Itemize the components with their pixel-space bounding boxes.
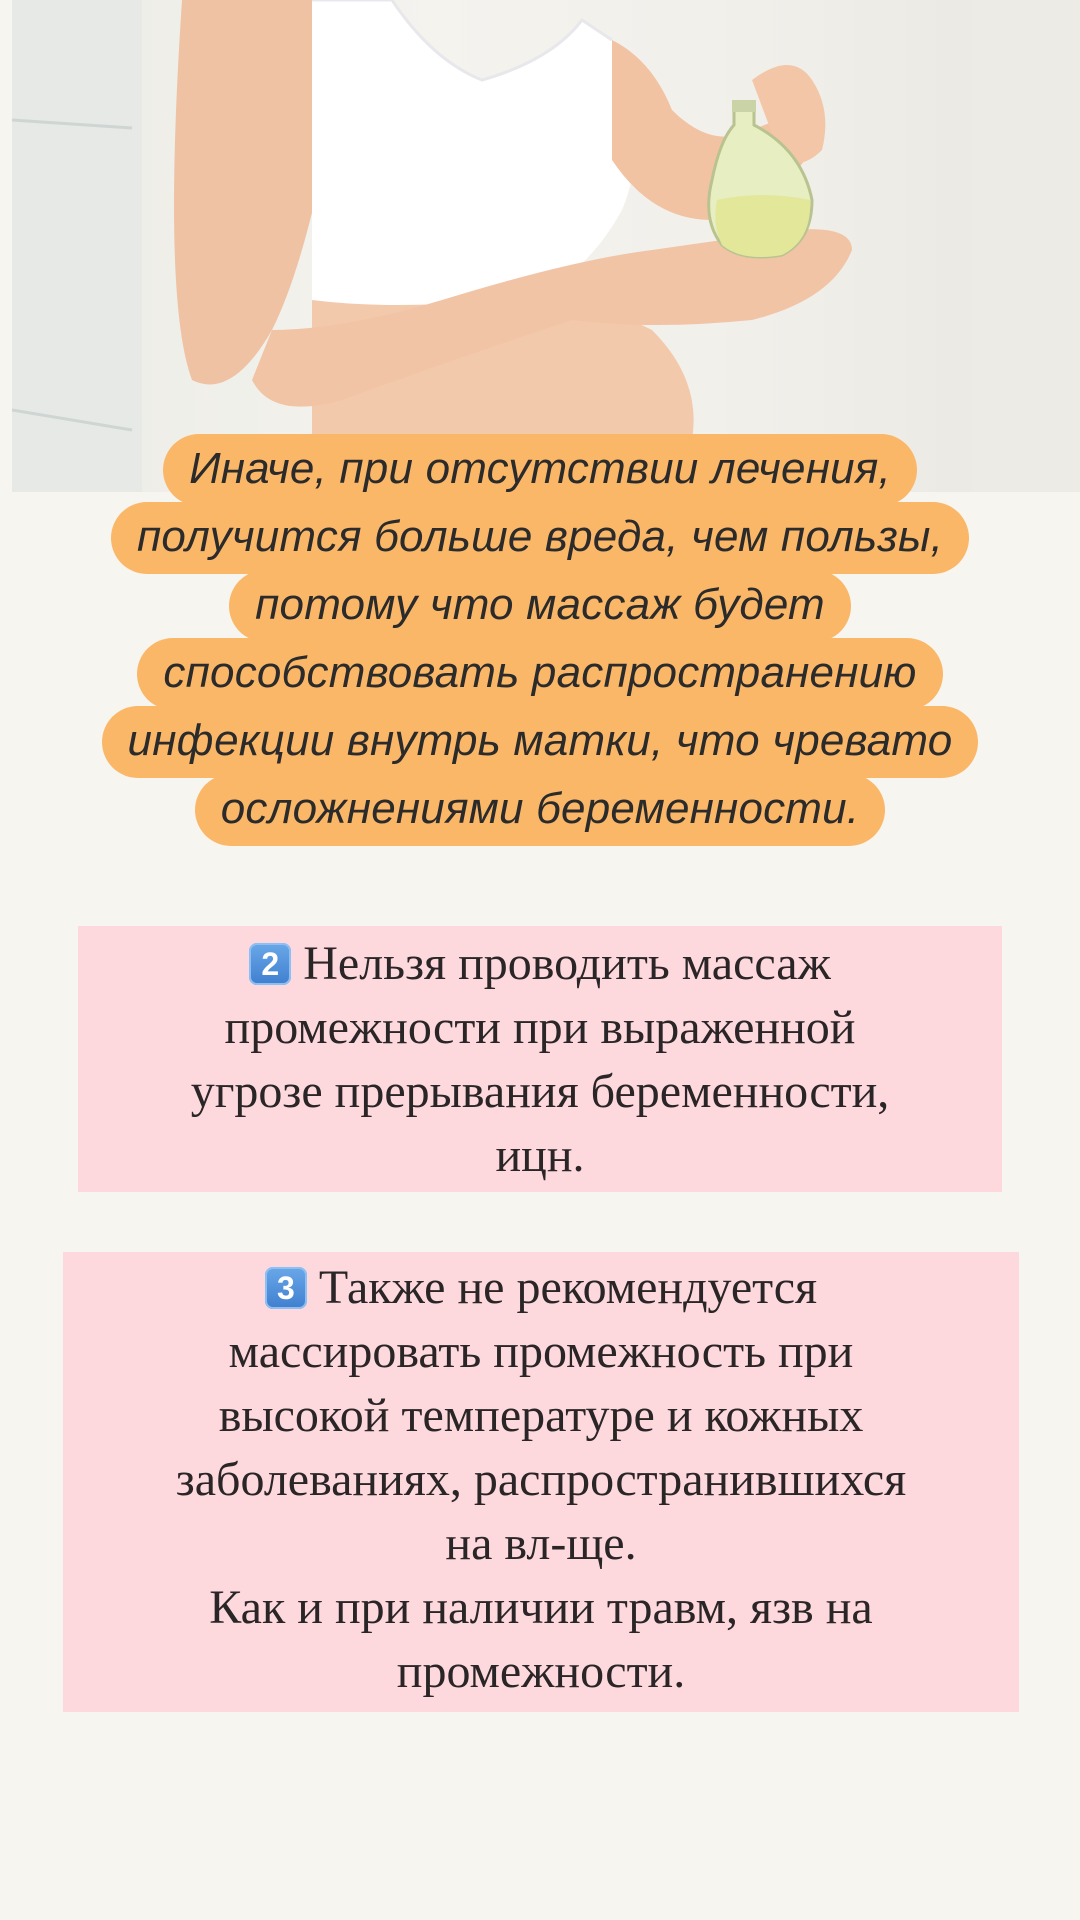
point-3-line: массировать промежность при <box>228 1325 854 1378</box>
caption-line: осложнениями беременности. <box>195 774 886 846</box>
point-3-line: на вл-ще. <box>445 1517 637 1570</box>
number-3-icon: 3 <box>265 1267 307 1309</box>
point-3-line: Как и при наличии травм, язв на <box>209 1581 873 1634</box>
point-3-line: высокой температуре и кожных <box>218 1389 864 1442</box>
point-3-line <box>63 1256 1019 1320</box>
caption-line: инфекции внутрь матки, что чревато <box>102 706 979 778</box>
number-2-icon: 2 <box>249 943 291 985</box>
caption-line: потому что массаж будет <box>229 570 851 642</box>
point-3-line: промежности. <box>396 1645 686 1698</box>
warning-caption <box>0 438 1080 846</box>
caption-line: способствовать распространению <box>137 638 942 710</box>
point-2-line: угрозе прерывания беременности, <box>190 1065 890 1118</box>
point-2-line: ицн. <box>495 1129 585 1182</box>
contraindication-2-box <box>78 926 1002 1192</box>
contraindication-3-box <box>63 1252 1019 1712</box>
caption-line: Иначе, при отсутствии лечения, <box>163 434 917 506</box>
point-3-text: Также не рекомендуется <box>318 1261 818 1314</box>
point-2-text: Нельзя проводить массаж <box>303 937 831 990</box>
pregnant-woman-photo <box>12 0 1080 492</box>
point-2-line <box>78 932 1002 996</box>
point-3-line: заболеваниях, распространившихся <box>175 1453 907 1506</box>
caption-line: получится больше вреда, чем пользы, <box>111 502 969 574</box>
point-2-line: промежности при выраженной <box>224 1001 856 1054</box>
